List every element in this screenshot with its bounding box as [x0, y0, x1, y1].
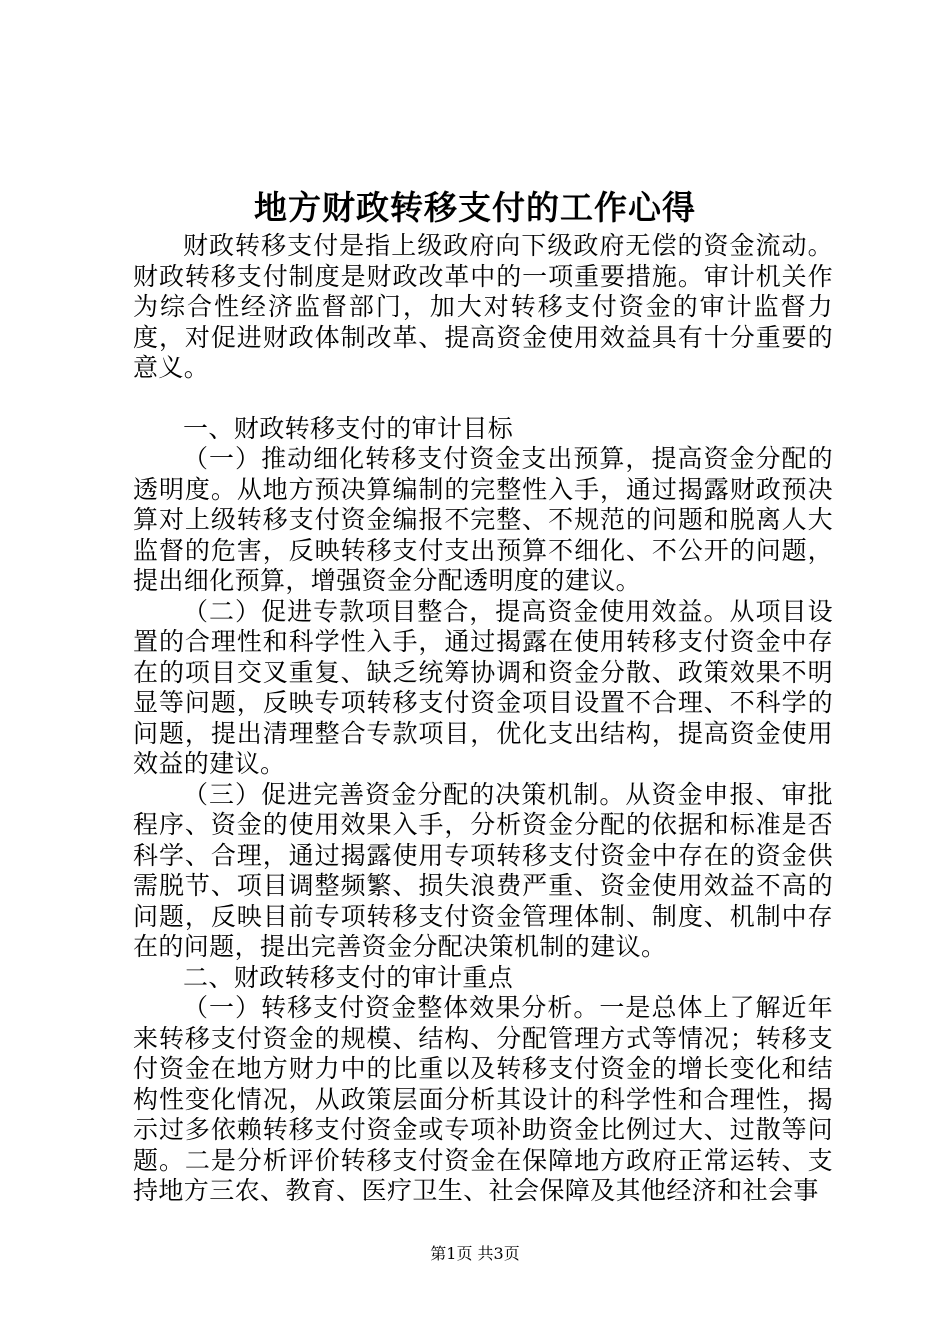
intro-paragraph: 财政转移支付是指上级政府向下级政府无偿的资金流动。财政转移支付制度是财政改革中的一项重要措施。审计机关作为综合性经济监督部门，加大对转移支付资金的审计监督力度，对促进财政体制改革、提高资金使用效益具有十分重要的意义。: [133, 231, 833, 382]
body-paragraph: （一）推动细化转移支付资金支出预算，提高资金分配的透明度。从地方预决算编制的完整性入手，通过揭露财政预决算对上级转移支付资金编报不完整、不规范的问题和脱离人大监督的危害，反映转移支付支出预算不细化、不公开的问题，提出细化预算，增强资金分配透明度的建议。: [133, 444, 833, 595]
section-heading-2: 二、财政转移支付的审计重点: [183, 962, 514, 992]
page-footer: 第1页 共3页: [430, 1244, 520, 1263]
section-heading-1: 一、财政转移支付的审计目标: [183, 413, 514, 443]
body-paragraph: （三）促进完善资金分配的决策机制。从资金申报、审批程序、资金的使用效果入手，分析资金分配的依据和标准是否科学、合理，通过揭露使用专项转移支付资金中存在的资金供需脱节、项目调整频繁、损失浪费严重、资金使用效益不高的问题，反映目前专项转移支付资金管理体制、制度、机制中存在的问题，提出完善资金分配决策机制的建议。: [133, 779, 833, 961]
body-paragraph: （一）转移支付资金整体效果分析。一是总体上了解近年来转移支付资金的规模、结构、分配管理方式等情况；转移支付资金在地方财力中的比重以及转移支付资金的增长变化和结构性变化情况，从政策层面分析其设计的科学性和合理性，揭示过多依赖转移支付资金或专项补助资金比例过大、过散等问题。二是分析评价转移支付资金在保障地方政府正常运转、支持地方三农、教育、医疗卫生、社会保障及其他经济和社会事: [133, 993, 833, 1205]
document-body: [133, 231, 833, 1207]
body-paragraph: （二）促进专款项目整合，提高资金使用效益。从项目设置的合理性和科学性入手，通过揭露在使用转移支付资金中存在的项目交叉重复、缺乏统筹协调和资金分散、政策效果不明显等问题，反映专项转移支付资金项目设置不合理、不科学的问题，提出清理整合专款项目，优化支出结构，提高资金使用效益的建议。: [133, 596, 833, 778]
document-title: 地方财政转移支付的工作心得: [254, 188, 696, 227]
